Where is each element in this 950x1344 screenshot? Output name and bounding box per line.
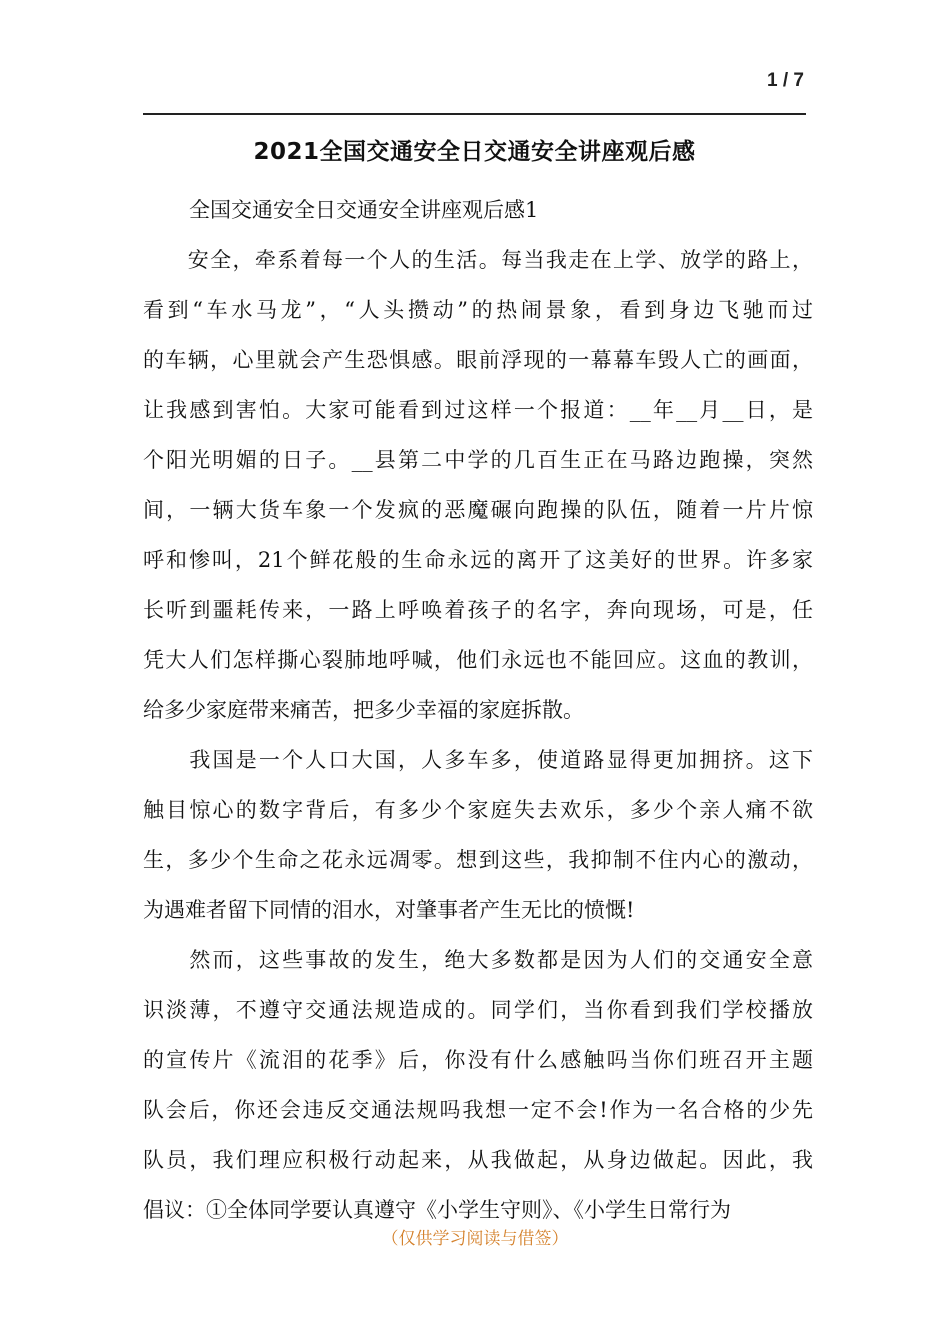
paragraph-line: 触目惊心的数字背后，有多少个家庭失去欢乐，多少个亲人痛不欲 [143,798,813,822]
paragraph-line: 倡议：①全体同学要认真遵守《小学生守则》、《小学生日常行为 [143,1198,731,1222]
paragraph [143,235,813,735]
paragraph-line: 队员，我们理应积极行动起来，从我做起，从身边做起。因此，我 [143,1148,813,1172]
paragraph [143,935,813,1235]
document-body [143,185,813,1235]
paragraph [143,735,813,935]
paragraph-line: 生，多少个生命之花永远凋零。想到这些，我抑制不住内心的激动， [143,848,813,872]
paragraph-line: 安全，牵系着每一个人的生活。每当我走在上学、放学的路上， [143,248,813,272]
paragraph-line: 队会后，你还会违反交通法规吗我想一定不会!作为一名合格的少先 [143,1098,813,1122]
paragraph-line: 呼和惨叫，21个鲜花般的生命永远的离开了这美好的世界。许多家 [143,548,813,572]
paragraph-line: 让我感到害怕。大家可能看到过这样一个报道：__年__月__日，是 [143,398,813,422]
paragraph-line: 个阳光明媚的日子。__县第二中学的几百生正在马路边跑操，突然 [143,448,813,472]
header-rule [143,113,806,115]
paragraph-line: 我国是一个人口大国，人多车多，使道路显得更加拥挤。这下 [143,748,813,772]
document-subtitle: 全国交通安全日交通安全讲座观后感1 [189,198,539,222]
paragraph-line: 长听到噩耗传来，一路上呼唤着孩子的名字，奔向现场，可是，任 [143,598,813,622]
paragraph-line: 的车辆，心里就会产生恐惧感。眼前浮现的一幕幕车毁人亡的画面， [143,348,813,372]
paragraph-line: 识淡薄，不遵守交通法规造成的。同学们，当你看到我们学校播放 [143,998,813,1022]
footer-note: （仅供学习阅读与借签） [381,1229,569,1249]
paragraph-line: 的宣传片《流泪的花季》后，你没有什么感触吗当你们班召开主题 [143,1048,813,1072]
paragraph-line: 然而，这些事故的发生，绝大多数都是因为人们的交通安全意 [143,948,813,972]
paragraph-line: 给多少家庭带来痛苦，把多少幸福的家庭拆散。 [143,698,584,722]
page-number: 1 / 7 [767,70,804,91]
paragraph-line: 凭大人们怎样撕心裂肺地呼喊，他们永远也不能回应。这血的教训， [143,648,813,672]
paragraph-line: 为遇难者留下同情的泪水，对肇事者产生无比的愤慨! [143,898,635,922]
document-title: 2021全国交通安全日交通安全讲座观后感 [253,139,696,165]
paragraph-line: 看到“车水马龙”，“人头攒动”的热闹景象，看到身边飞驰而过 [143,298,813,322]
paragraph-line: 间，一辆大货车象一个发疯的恶魔碾向跑操的队伍，随着一片片惊 [143,498,813,522]
